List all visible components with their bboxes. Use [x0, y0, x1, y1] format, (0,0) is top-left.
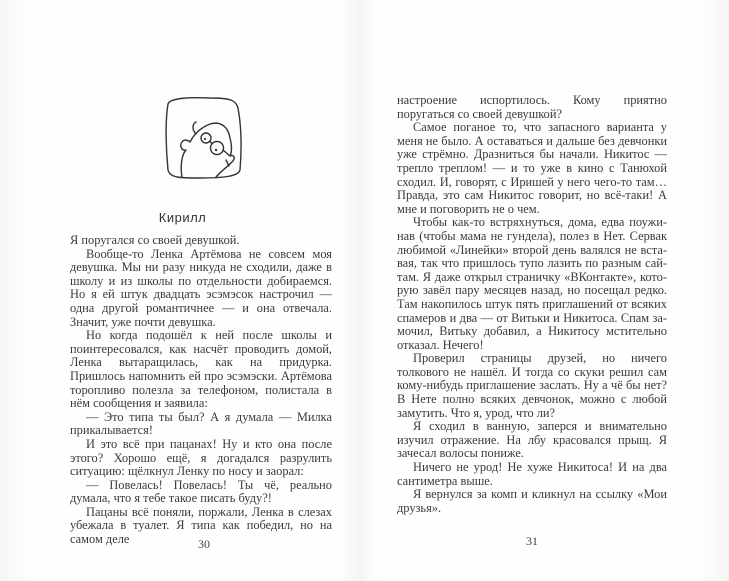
- eye-right: [215, 149, 217, 151]
- paragraph: Я вернулся за комп и кликнул на ссылку «Мои друзья».: [397, 487, 667, 515]
- page-number: 30: [198, 537, 210, 551]
- head-outline: [181, 123, 234, 177]
- chapter-title: Кирилл: [158, 210, 207, 225]
- hair-curl: [193, 122, 196, 134]
- paragraph: Проверил страницы друзей, но ничего толкового не нашёл. И тогда со скуки решил сам кому-нибудь приглашение заслать. Ну а чё бы нет? В Нете полно всяких девчонок, можно с любой замутить. Что я, урод, что ли?: [397, 351, 667, 420]
- paragraph: Вообще-то Ленка Артёмова не совсем моя девушка. Мы ни разу никуда не сходили, даже в школу и из школы по отдельности добираемся. Но я ей штук двадцать эсэмэсок настрочил — одна другой романтичнее — и она отвечала. Значит, уже почти девушка.: [70, 246, 332, 329]
- left-page-text: [70, 234, 332, 547]
- right-page-text: [397, 94, 667, 515]
- glasses-bridge: [210, 141, 212, 144]
- paragraph: Я сходил в ванную, заперся и внимательно изучил отражение. На лбу красовался прыщ. Я зачесал волосы пониже.: [397, 419, 667, 461]
- right-page: [365, 0, 729, 581]
- paragraph: И это всё при пацанах! Ну и кто она после этого? Хорошо ещё, я догадался разрулить ситуацию: щёлкнул Ленку по носу и заорал:: [70, 436, 332, 479]
- boy-portrait-illustration: [160, 94, 248, 182]
- paragraph: — Повелась! Повелась! Ты чё, реально думала, что я тебе такое писать буду?!: [70, 477, 332, 506]
- paragraph: Но когда подошёл к ней после школы и поинтересовался, как насчёт проводить домой, Ленка вытаращилась, как на придурка. Пришлось напомнить ей про эсэмэски. Артёмова торопливо полезла за телефоном, полистала в нём сообщения и заявила:: [70, 328, 332, 411]
- paragraph: — Это типа ты был? А я думала — Милка прикалывается!: [70, 409, 332, 438]
- paragraph: Ничего не урод! Не хуже Никитоса! И на два сантиметра выше.: [397, 460, 667, 488]
- eye-left: [204, 138, 206, 140]
- paragraph: Самое поганое то, что запасного варианта у меня не было. А оставаться и дальше без девчонки уже стрёмно. Дразниться бы начали. Никитос — трепло треплом! — и то уже в кино с Танюхой сходил. И, говорят, с Иришей у него чего-то там… Правда, это сам Никитос говорит, но всё-таки! А мне и поговорить не о чем.: [397, 120, 667, 216]
- paragraph: Пацаны всё поняли, поржали, Ленка в слезах убежала в туалет. Я типа как победил, но на самом деле: [70, 504, 332, 547]
- mouth: [226, 160, 229, 166]
- paragraph: Я поругался со своей девушкой.: [70, 233, 240, 247]
- paragraph: настроение испортилось. Кому приятно поругаться со своей девушкой?: [397, 93, 667, 121]
- glasses-arm: [223, 150, 230, 156]
- page-number: 31: [526, 534, 538, 548]
- paragraph: Чтобы как-то встряхнуться, дома, едва поужинав (чтобы мама не гундела), полез в Нет. Сервак любимой «Линейки» второй день валялся не вставая, так что пришлось тупо лазить по разным сайтам. Я даже открыл страничку «ВКонтакте», которую завёл пару месяцев назад, но посещал редко. Там накопилось штук пять приглашений от всяких спамеров и два — от Витьки и Никитоса. Спам замочил, Витьку добавил, а Никитосу мстительно отказал. Нечего!: [397, 215, 667, 352]
